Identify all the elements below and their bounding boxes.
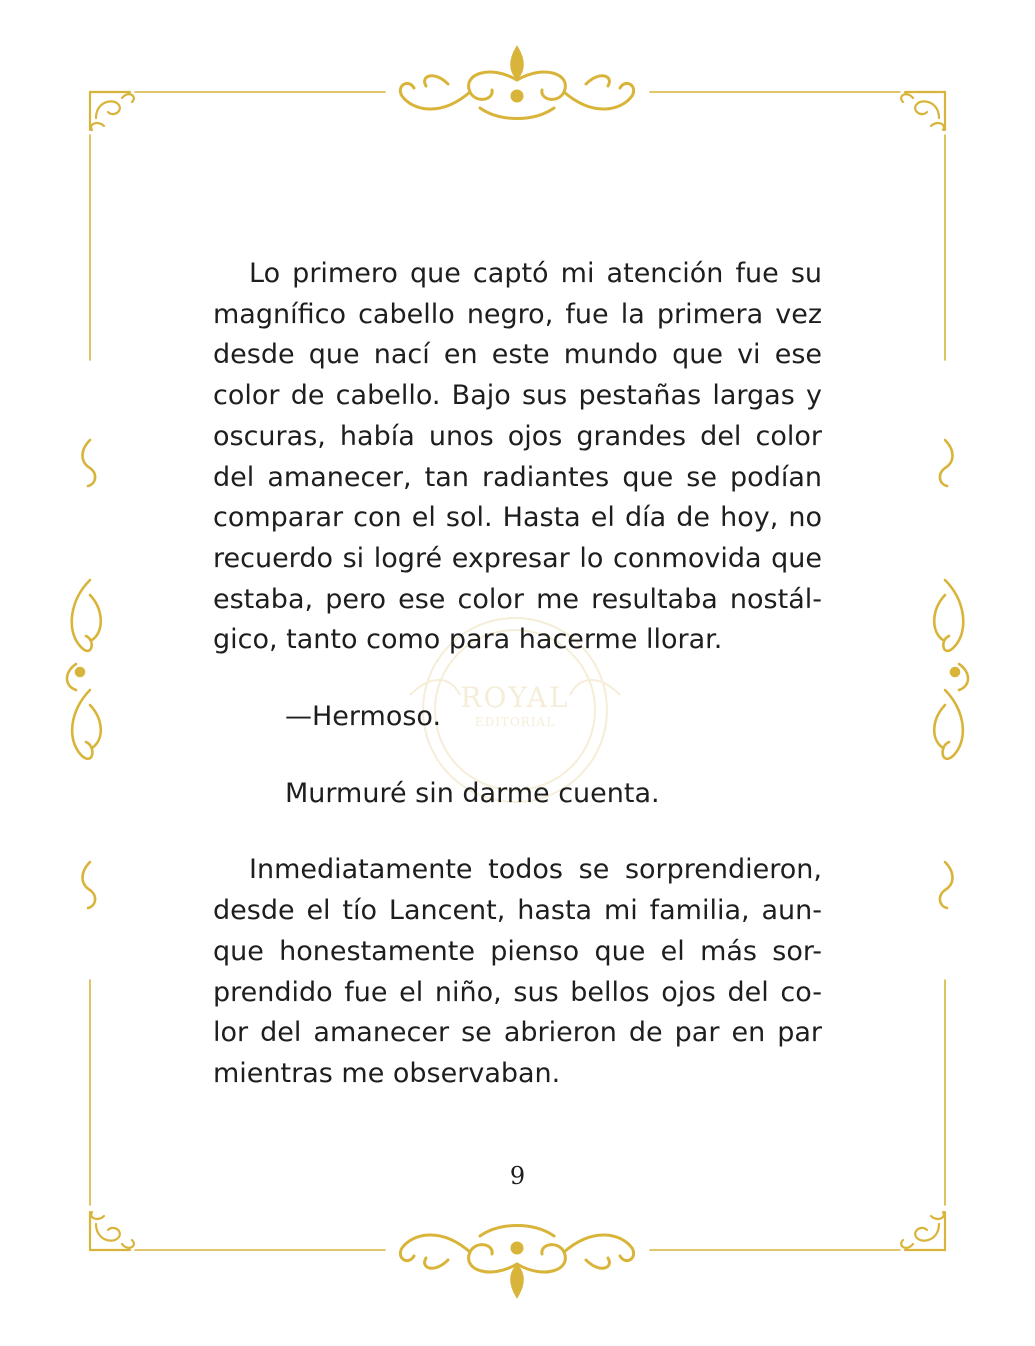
paragraph-2 bbox=[213, 697, 822, 738]
text-line: que honestamente pienso que el más sor- bbox=[213, 935, 822, 967]
text-line: comparar con el sol. Hasta el día de hoy, no bbox=[213, 502, 822, 534]
left-side-flourish bbox=[67, 440, 101, 908]
paragraph-3 bbox=[213, 774, 822, 815]
text-line: Lo primero que captó mi atención fue su bbox=[249, 258, 822, 289]
watermark-sub-text: EDITORIAL bbox=[474, 715, 556, 729]
watermark-main-text: ROYAL bbox=[460, 681, 570, 714]
text-line: recuerdo si logré expresar lo conmovida que bbox=[213, 542, 822, 574]
paragraph-4 bbox=[213, 850, 822, 1094]
right-side-flourish bbox=[934, 440, 968, 908]
paragraph-2-text: —Hermoso. bbox=[285, 701, 442, 733]
page-number: 9 bbox=[509, 1162, 526, 1190]
text-line: Inmediatamente todos se sorprendieron, bbox=[249, 854, 822, 886]
text-line: color de cabello. Bajo sus pestañas largas y bbox=[213, 380, 822, 412]
text-line: prendido fue el niño, sus bellos ojos del co- bbox=[213, 976, 822, 1008]
paragraph-1 bbox=[213, 254, 822, 661]
text-line: lor del amanecer se abrieron de par en par bbox=[213, 1017, 822, 1049]
text-line: mientras me observaban. bbox=[213, 1057, 561, 1089]
text-line: desde que nací en este mundo que vi ese bbox=[213, 339, 822, 371]
text-line: magnífico cabello negro, fue la primera vez bbox=[213, 298, 822, 330]
bottom-flourish bbox=[400, 1226, 633, 1297]
text-line: gico, tanto como para hacerme llorar. bbox=[213, 624, 723, 656]
text-line: estaba, pero ese color me resultaba nostál- bbox=[213, 583, 822, 615]
top-flourish bbox=[400, 48, 633, 119]
body-text bbox=[213, 254, 822, 1095]
paragraph-3-text: Murmuré sin darme cuenta. bbox=[285, 777, 660, 809]
text-line: del amanecer, tan radiantes que se podían bbox=[213, 461, 822, 493]
text-line: oscuras, había unos ojos grandes del color bbox=[213, 420, 822, 452]
text-line: desde el tío Lancent, hasta mi familia, aun- bbox=[213, 895, 822, 927]
